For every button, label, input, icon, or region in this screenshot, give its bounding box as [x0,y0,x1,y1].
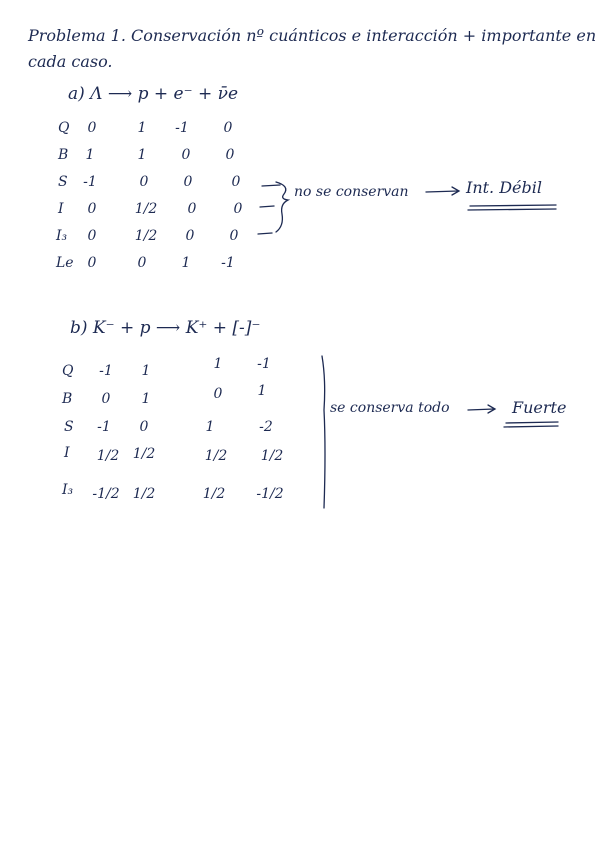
part-b-cell: 0 [101,391,111,407]
part-b-cell: 1 [141,363,151,379]
part-a-result-underline-2 [468,209,556,210]
part-b-result: Fuerte [512,398,567,417]
part-a-cell: 1/2 [134,201,158,217]
part-a-cell: 0 [187,201,197,217]
part-b-cell: 1 [141,391,151,407]
part-b-bracket [322,356,325,508]
part-a-cell: 0 [87,255,97,271]
part-b-row-label: S [64,419,74,435]
part-a-brace [276,182,288,232]
part-b-note: se conserva todo [330,400,450,416]
part-a-cell: 0 [225,147,235,163]
part-a-cell: 1 [137,120,147,136]
part-a-cell: 0 [139,174,149,190]
part-b-cell: 0 [139,419,149,435]
part-b-row-label: B [62,391,73,407]
part-a-row-label: Le [56,255,74,271]
part-a-result-underline-1 [470,205,556,206]
part-b-cell: 1/2 [96,448,120,464]
part-b-result-underline-2 [504,426,558,427]
part-b-cell: 1/2 [260,448,284,464]
part-a-dash-i3 [258,233,272,234]
part-a-dash-s [262,185,280,186]
problem-title-line-2: cada caso. [28,52,113,71]
part-a-row-label: I₃ [56,228,68,244]
part-a-cell: 1 [137,147,147,163]
part-a-row-label: I [58,201,64,217]
part-a-cell: 1 [85,147,95,163]
part-a-cell: 0 [223,120,233,136]
part-a-cell: -1 [221,255,235,271]
part-a-cell: 0 [87,228,97,244]
part-a-cell: 0 [137,255,147,271]
part-a-cell: -1 [175,120,189,136]
part-a-cell: 0 [87,120,97,136]
part-a-cell: 0 [233,201,243,217]
part-b-result-underline-1 [506,422,558,423]
part-a-cell: 0 [87,201,97,217]
part-b-row-label: Q [62,363,74,379]
part-b-cell: 1/2 [204,448,228,464]
part-b-cell: -1 [97,419,111,435]
problem-title-line-1: Problema 1. Conservación nº cuánticos e interacción + importante en [28,26,597,45]
part-a-cell: 0 [183,174,193,190]
part-a-cell: 1 [181,255,191,271]
part-a-cell: -1 [83,174,97,190]
part-a-cell: 0 [185,228,195,244]
part-a-arrow-line [426,191,458,192]
part-a-row-label: S [58,174,68,190]
part-b-row-label: I₃ [62,482,74,498]
part-a-reaction: a) Λ ⟶ p + e⁻ + ν̄e [68,84,239,104]
part-a-cell: 0 [229,228,239,244]
part-b-cell: -1/2 [92,486,120,502]
part-b-reaction: b) K⁻ + p ⟶ K⁺ + [-]⁻ [70,318,261,338]
part-a-row-label: B [58,147,69,163]
part-a-note: no se conservan [294,184,409,200]
part-a-cell: 0 [231,174,241,190]
part-a-cell: 1/2 [134,228,158,244]
part-b-cell: -2 [259,419,273,435]
part-a-dash-i [260,206,274,207]
part-b-arrow-line [468,409,494,410]
part-b-cell: -1 [257,356,271,372]
part-a-cell: 0 [181,147,191,163]
part-b-cell: 0 [213,386,223,402]
part-b-cell: 1/2 [132,446,156,462]
part-b-row-label: I [64,445,70,461]
part-b-cell: 1 [205,419,215,435]
part-b-cell: 1 [213,356,223,372]
part-b-cell: 1 [257,383,267,399]
part-a-result: Int. Débil [466,178,542,197]
part-b-cell: -1/2 [256,486,284,502]
part-b-cell: 1/2 [132,486,156,502]
part-a-row-label: Q [58,120,70,136]
part-b-cell: -1 [99,363,113,379]
part-b-cell: 1/2 [202,486,226,502]
